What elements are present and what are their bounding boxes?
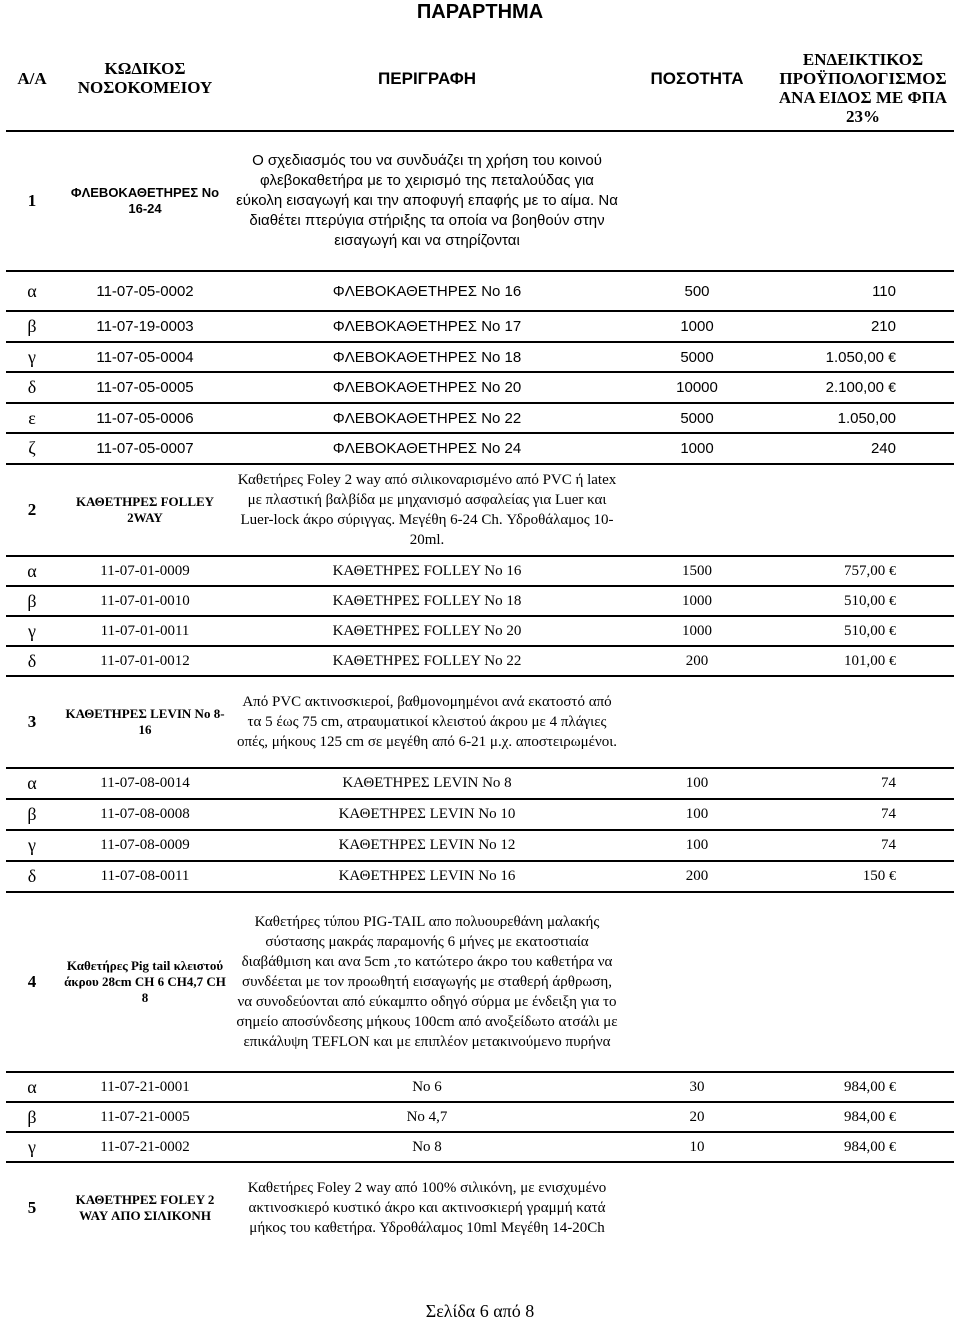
item-name: ΚΑΘΕΤΗΡΕΣ LEVIN Νο 12 — [232, 830, 622, 861]
table-header — [6, 26, 954, 131]
table-row — [6, 616, 954, 646]
item-code: 11-07-08-0011 — [58, 861, 232, 892]
item-letter: β — [6, 586, 58, 616]
euro-sign: € — [889, 623, 896, 639]
item-quantity: 5000 — [622, 403, 772, 433]
section-budget-empty — [772, 131, 954, 271]
item-budget — [772, 646, 954, 676]
header-description: ΠΕΡΙΓΡΑΦΗ — [232, 26, 622, 131]
section-number: 4 — [6, 892, 58, 1072]
table-row — [6, 861, 954, 892]
item-quantity: 100 — [622, 799, 772, 830]
item-budget-value: 101,00 — [844, 652, 886, 669]
item-budget — [772, 616, 954, 646]
item-budget-value: 984,00 — [844, 1138, 886, 1155]
section-row — [6, 464, 954, 556]
item-letter: β — [6, 1102, 58, 1132]
item-budget — [772, 433, 954, 464]
header-budget: ΕΝΔΕΙΚΤΙΚΟΣ ΠΡΟΫΠΟΛΟΓΙΣΜΟΣ ΑΝΑ ΕΙΔΟΣ ΜΕ ΦΠΑ 23% — [772, 26, 954, 131]
table-row — [6, 799, 954, 830]
item-code: 11-07-21-0005 — [58, 1102, 232, 1132]
item-budget-value: 240 — [870, 440, 896, 457]
item-name: ΚΑΘΕΤΗΡΕΣ LEVIN Νο 8 — [232, 768, 622, 799]
tender-table — [6, 26, 954, 1252]
item-letter: δ — [6, 372, 58, 403]
section-budget-empty — [772, 892, 954, 1072]
item-quantity: 20 — [622, 1102, 772, 1132]
section-name: ΚΑΘΕΤΗΡΕΣ LEVIN Νο 8-16 — [58, 676, 232, 768]
euro-sign: € — [889, 593, 896, 609]
section-quantity-empty — [622, 464, 772, 556]
item-code: 11-07-01-0010 — [58, 586, 232, 616]
item-quantity: 200 — [622, 646, 772, 676]
item-budget-value: 74 — [881, 837, 896, 853]
item-code: 11-07-05-0007 — [58, 433, 232, 464]
header-quantity: ΠΟΣΟΤΗΤΑ — [622, 26, 772, 131]
item-letter: γ — [6, 616, 58, 646]
item-quantity: 10000 — [622, 372, 772, 403]
item-letter: γ — [6, 830, 58, 861]
table-row — [6, 1132, 954, 1162]
section-budget-empty — [772, 464, 954, 556]
item-budget-value: 984,00 — [844, 1078, 886, 1095]
section-row — [6, 676, 954, 768]
item-quantity: 1000 — [622, 433, 772, 464]
table-row — [6, 646, 954, 676]
section-description: Από PVC ακτινοσκιεροί, βαθμονομημένοι ανά εκατοστό από τα 5 έως 75 cm, ατραυματικοί κλειστού άκρου με 4 πλάγιες οπές, μήκους 125 cm σε μεγέθη από 6-21 μ.χ. αποστειρωμένοι. — [232, 676, 622, 768]
item-name: ΦΛΕΒΟΚΑΘΕΤΗΡΕΣ Νο 22 — [232, 403, 622, 433]
section-quantity-empty — [622, 131, 772, 271]
item-quantity: 1000 — [622, 586, 772, 616]
item-name: ΚΑΘΕΤΗΡΕΣ LEVIN Νο 10 — [232, 799, 622, 830]
item-code: 11-07-21-0001 — [58, 1072, 232, 1102]
table-row — [6, 311, 954, 342]
item-code: 11-07-21-0002 — [58, 1132, 232, 1162]
item-letter: δ — [6, 861, 58, 892]
item-budget — [772, 342, 954, 372]
header-aa: Α/Α — [6, 26, 58, 131]
table-row — [6, 1102, 954, 1132]
item-name: Νο 6 — [232, 1072, 622, 1102]
section-budget-empty — [772, 1162, 954, 1252]
table-row — [6, 1072, 954, 1102]
euro-sign: € — [888, 348, 896, 365]
item-name: ΦΛΕΒΟΚΑΘΕΤΗΡΕΣ Νο 20 — [232, 372, 622, 403]
page-title: ΠΑΡΑΡΤΗΜΑ — [416, 1, 544, 23]
euro-sign: € — [889, 1079, 896, 1095]
item-quantity: 500 — [622, 271, 772, 311]
item-budget-value: 74 — [881, 775, 896, 791]
table-row — [6, 433, 954, 464]
item-code: 11-07-01-0011 — [58, 616, 232, 646]
item-name: ΚΑΘΕΤΗΡΕΣ FOLLEY Νο 22 — [232, 646, 622, 676]
item-code: 11-07-05-0006 — [58, 403, 232, 433]
item-quantity: 30 — [622, 1072, 772, 1102]
table-row — [6, 830, 954, 861]
item-name: ΚΑΘΕΤΗΡΕΣ FOLLEY Νο 20 — [232, 616, 622, 646]
item-name: ΦΛΕΒΟΚΑΘΕΤΗΡΕΣ Νο 17 — [232, 311, 622, 342]
item-letter: β — [6, 311, 58, 342]
item-name: ΦΛΕΒΟΚΑΘΕΤΗΡΕΣ Νο 24 — [232, 433, 622, 464]
item-letter: α — [6, 271, 58, 311]
item-budget — [772, 1072, 954, 1102]
item-code: 11-07-08-0009 — [58, 830, 232, 861]
table-row — [6, 768, 954, 799]
item-budget — [772, 556, 954, 586]
item-code: 11-07-01-0009 — [58, 556, 232, 586]
table-row — [6, 342, 954, 372]
section-name: Καθετήρες Pig tail κλειστού άκρου 28cm CH 6 CH4,7 CH 8 — [58, 892, 232, 1072]
item-budget-value: 1.050,00 — [837, 409, 896, 427]
item-letter: ζ — [6, 433, 58, 464]
item-quantity: 1000 — [622, 616, 772, 646]
item-letter: γ — [6, 1132, 58, 1162]
item-budget — [772, 1102, 954, 1132]
table-row — [6, 556, 954, 586]
item-quantity: 1500 — [622, 556, 772, 586]
item-letter: γ — [6, 342, 58, 372]
item-letter: α — [6, 556, 58, 586]
euro-sign: € — [889, 563, 896, 579]
item-budget — [772, 372, 954, 403]
item-letter: ε — [6, 403, 58, 433]
section-number: 3 — [6, 676, 58, 768]
item-letter: δ — [6, 646, 58, 676]
section-row — [6, 892, 954, 1072]
item-code: 11-07-05-0004 — [58, 342, 232, 372]
section-name: ΚΑΘΕΤΗΡΕΣ FOLEY 2 WAY ΑΠΟ ΣΙΛΙΚΟΝΗ — [75, 1191, 215, 1223]
item-budget-value: 1.050,00 — [825, 348, 885, 366]
item-name: ΦΛΕΒΟΚΑΘΕΤΗΡΕΣ Νο 18 — [232, 342, 622, 372]
item-budget-value: 210 — [870, 318, 896, 335]
item-budget — [772, 799, 954, 830]
item-quantity: 10 — [622, 1132, 772, 1162]
euro-sign: € — [889, 1109, 896, 1125]
item-budget-value: 74 — [881, 806, 896, 822]
item-code: 11-07-19-0003 — [58, 311, 232, 342]
item-budget — [772, 768, 954, 799]
section-name: ΦΛΕΒΟΚΑΘΕΤΗΡΕΣ Νο 16-24 — [58, 131, 232, 271]
item-name: Νο 8 — [232, 1132, 622, 1162]
item-code: 11-07-01-0012 — [58, 646, 232, 676]
item-quantity: 1000 — [622, 311, 772, 342]
item-name: ΚΑΘΕΤΗΡΕΣ LEVIN Νο 16 — [232, 861, 622, 892]
euro-sign: € — [889, 1139, 896, 1155]
item-budget — [772, 1132, 954, 1162]
section-number: 2 — [6, 464, 58, 556]
item-quantity: 100 — [622, 830, 772, 861]
section-description: Καθετήρες τύπου PIG-TAIL απο πολυουρεθάνη μαλακής σύστασης μακράς παραμονής 6 μήνες με εκατοστιαία διαβάθμιση και ανα 5cm ,το κατώτερο άκρο του καθετήρα να συνδέεται με τον προωθητή εισαγωγής με σταθερή άρθρωση, να συνοδεύονται από εύκαμπτο οδηγό σύρμα με ένδειξη για το σημείο αποσύνδεσης μήκους 100cm από ανοξείδωτο ατσάλι με επικάλυψη TEFLON και με επιπλέον μετακινούμενο πυρήνα — [232, 892, 622, 1072]
item-budget-value: 110 — [872, 282, 896, 300]
item-code: 11-07-08-0008 — [58, 799, 232, 830]
table-row — [6, 271, 954, 311]
page-footer: Σελίδα 6 από 8 — [425, 1301, 535, 1321]
item-quantity: 100 — [622, 768, 772, 799]
item-letter: α — [6, 768, 58, 799]
item-budget — [772, 586, 954, 616]
section-description: Ο σχεδιασμός του να συνδυάζει τη χρήση του κοινού φλεβοκαθετήρα με το χειρισμό της πεταλούδας για εύκολη εισαγωγή και την αποφυγή επαφής με το αίμα. Να διαθέτει πτερύγια στήριξης τα οποία να βοηθούν στην εισαγωγή και να στηρίζονται — [232, 131, 622, 271]
item-budget-value: 510,00 — [844, 622, 886, 639]
item-name: ΚΑΘΕΤΗΡΕΣ FOLLEY Νο 18 — [232, 586, 622, 616]
table-row — [6, 586, 954, 616]
euro-sign: € — [889, 869, 896, 884]
header-code: ΚΩΔΙΚΟΣ ΝΟΣΟΚΟΜΕΙΟΥ — [58, 26, 232, 131]
euro-sign: € — [889, 653, 896, 669]
section-description: Καθετήρες Foley 2 way από 100% σιλικόνη, με ενισχυμένο ακτινοσκιερό κυστικό άκρο και ακτινοσκιερή γραμμή κατά μήκος του καθετήρα. Υδροθάλαμος 10ml Μεγέθη 14-20Ch — [247, 1179, 607, 1236]
section-number: 1 — [6, 131, 58, 271]
item-quantity: 200 — [622, 861, 772, 892]
item-budget — [772, 861, 954, 892]
item-name: ΚΑΘΕΤΗΡΕΣ FOLLEY Νο 16 — [232, 556, 622, 586]
section-quantity-empty — [622, 676, 772, 768]
item-code: 11-07-05-0005 — [58, 372, 232, 403]
item-letter: β — [6, 799, 58, 830]
item-code: 11-07-05-0002 — [58, 271, 232, 311]
item-code: 11-07-08-0014 — [58, 768, 232, 799]
item-letter: α — [6, 1072, 58, 1102]
item-budget-value: 2.100,00 — [825, 379, 885, 396]
item-budget — [772, 403, 954, 433]
section-budget-empty — [772, 676, 954, 768]
item-budget — [772, 311, 954, 342]
item-budget-value: 757,00 — [844, 562, 886, 579]
item-budget-value: 150 — [862, 868, 886, 884]
table-row — [6, 403, 954, 433]
item-budget — [772, 271, 954, 311]
section-row — [6, 1162, 954, 1252]
item-name: Νο 4,7 — [232, 1102, 622, 1132]
item-name: ΦΛΕΒΟΚΑΘΕΤΗΡΕΣ Νο 16 — [232, 271, 622, 311]
item-budget — [772, 830, 954, 861]
item-quantity: 5000 — [622, 342, 772, 372]
section-name: ΚΑΘΕΤΗΡΕΣ FOLLEY 2WAY — [58, 464, 232, 556]
table-row — [6, 372, 954, 403]
euro-sign: € — [888, 379, 896, 395]
section-quantity-empty — [622, 892, 772, 1072]
section-row — [6, 131, 954, 271]
item-budget-value: 510,00 — [844, 592, 886, 609]
section-quantity-empty — [622, 1162, 772, 1252]
section-number: 5 — [27, 1197, 37, 1217]
item-budget-value: 984,00 — [844, 1108, 886, 1125]
section-description: Καθετήρες Foley 2 way από σιλικοναρισμένο από PVC ή latex με πλαστική βαλβίδα με μηχανισμό ασφαλείας για Luer και Luer-lock άκρο σύριγγας. Μεγέθη 6-24 Ch. Υδροθάλαμος 10-20ml. — [232, 464, 622, 556]
